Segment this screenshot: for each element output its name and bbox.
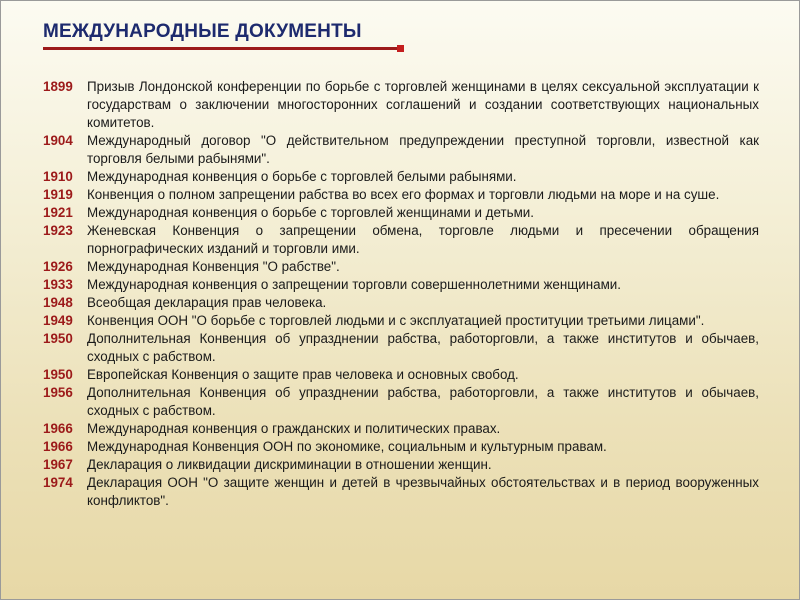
list-item: [43, 258, 759, 276]
entry-text: Конвенция о полном запрещении рабства во всех его формах и торговли людьми на море и на суше.: [87, 187, 720, 202]
entry-text: Международная конвенция о борьбе с торговлей женщинами и детьми.: [87, 205, 534, 220]
list-item: [43, 186, 759, 204]
entry-year: 1966: [43, 439, 73, 454]
entry-year: 1919: [43, 187, 73, 202]
list-item: [43, 204, 759, 222]
entry-text: Международный договор "О действительном предупреждении преступной торговли, известной как торговля белыми рабынями".: [87, 133, 759, 166]
entry-year: 1933: [43, 277, 73, 292]
title-underline-marker: [397, 45, 404, 52]
entry-text: Международная Конвенция ООН по экономике, социальным и культурным правам.: [87, 439, 607, 454]
list-item: [43, 474, 759, 510]
list-item: [43, 330, 759, 366]
entry-year: 1910: [43, 169, 73, 184]
entry-text: Декларация о ликвидации дискриминации в отношении женщин.: [87, 457, 492, 472]
entry-year: 1956: [43, 385, 73, 400]
entry-text: Всеобщая декларация прав человека.: [87, 295, 327, 310]
list-item: [43, 366, 759, 384]
page-title: МЕЖДУНАРОДНЫЕ ДОКУМЕНТЫ: [43, 21, 362, 42]
entry-year: 1949: [43, 313, 73, 328]
list-item: [43, 78, 759, 132]
entry-year: 1950: [43, 331, 73, 346]
entry-year: 1974: [43, 475, 73, 490]
entry-year: 1967: [43, 457, 73, 472]
list-item: [43, 276, 759, 294]
entry-year: 1966: [43, 421, 73, 436]
entry-text: Международная конвенция о гражданских и политических правах.: [87, 421, 501, 436]
entry-year: 1923: [43, 223, 73, 238]
list-item: [43, 312, 759, 330]
entry-year: 1926: [43, 259, 73, 274]
list-item: [43, 168, 759, 186]
entry-year: 1904: [43, 133, 73, 148]
entry-text: Международная конвенция о запрещении торговли совершеннолетними женщинами.: [87, 277, 621, 292]
entry-year: 1950: [43, 367, 73, 382]
title-underline: [43, 47, 398, 50]
entry-text: Конвенция ООН "О борьбе с торговлей людьми и с эксплуатацией проституции третьими лицами".: [87, 313, 705, 328]
entry-text: Дополнительная Конвенция об упразднении рабства, работорговли, а также институтов и обычаев, сходных с рабством.: [87, 331, 759, 364]
entry-text: Европейская Конвенция о защите прав человека и основных свобод.: [87, 367, 519, 382]
entry-year: 1921: [43, 205, 73, 220]
list-item: [43, 384, 759, 420]
list-item: [43, 420, 759, 438]
list-item: [43, 438, 759, 456]
list-item: [43, 222, 759, 258]
entry-text: Декларация ООН "О защите женщин и детей в чрезвычайных обстоятельствах и в период вооруженных конфликтов".: [87, 475, 759, 508]
list-item: [43, 132, 759, 168]
entry-text: Международная Конвенция "О рабстве".: [87, 259, 340, 274]
list-item: [43, 456, 759, 474]
entry-text: Женевская Конвенция о запрещении обмена, торговле людьми и пресечении обращения порнографических изданий и торговли ими.: [87, 223, 759, 256]
entry-year: 1948: [43, 295, 73, 310]
document-list: [43, 78, 759, 510]
entry-text: Призыв Лондонской конференции по борьбе с торговлей женщинами в целях сексуальной эксплуатации к государствам о заключении многосторонних соглашений и создании соответствующих национальных комитетов.: [87, 79, 759, 130]
entry-text: Дополнительная Конвенция об упразднении рабства, работорговли, а также институтов и обычаев, сходных с рабством.: [87, 385, 759, 418]
entry-text: Международная конвенция о борьбе с торговлей белыми рабынями.: [87, 169, 517, 184]
entry-year: 1899: [43, 79, 73, 94]
list-item: [43, 294, 759, 312]
